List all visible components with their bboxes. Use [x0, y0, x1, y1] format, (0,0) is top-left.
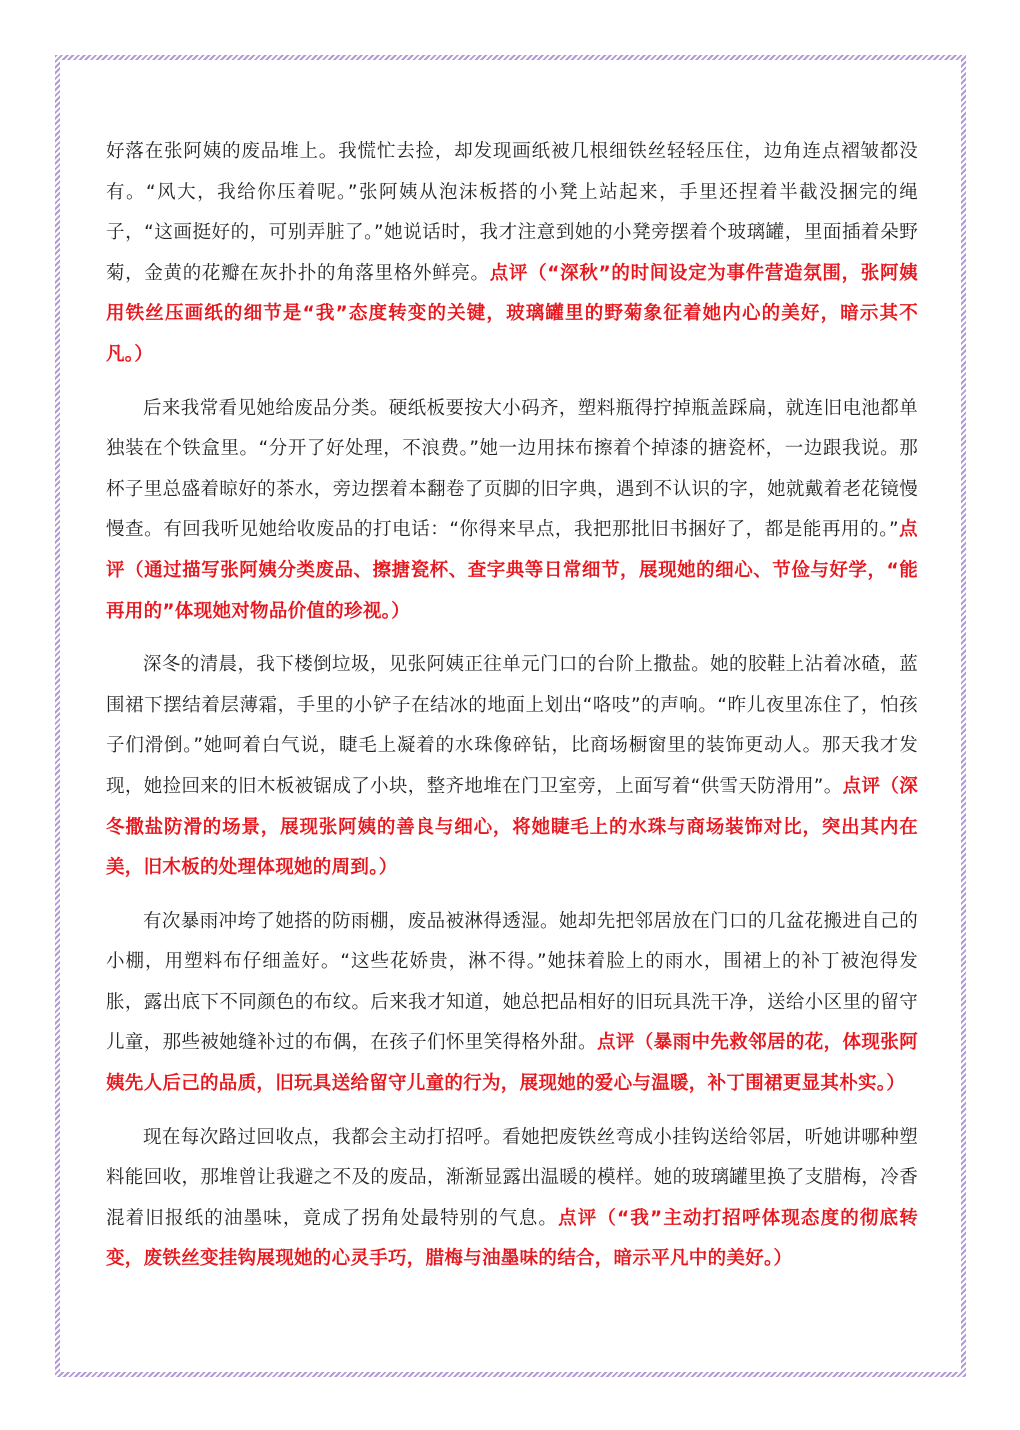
paragraph-text: 有次暴雨冲垮了她搭的防雨棚，废品被淋得透湿。她却先把邻居放在门口的几盆花搬进自己的小棚，用塑料布仔细盖好。“这些花娇贵，淋不得。”她抹着脸上的雨水，围裙上的补丁被泡得发胀，露出底下不同颜色的布纹。后来我才知道，她总把品相好的旧玩具洗干净，送给小区里的留守儿童，那些被她缝补过的布偶，在孩子们怀里笑得格外甜。 — [106, 910, 918, 1054]
paragraph-text: 好落在张阿姨的废品堆上。我慌忙去捡，却发现画纸被几根细铁丝轻轻压住，边角连点褶皱都没有。“风大，我给你压着呢。”张阿姨从泡沫板搭的小凳上站起来，手里还捏着半截没捆完的绳子，“这画挺好的，可别弄脏了。”她说话时，我才注意到她的小凳旁摆着个玻璃罐，里面插着朵野菊，金黄的花瓣在灰扑扑的角落里格外鲜亮。 — [106, 141, 918, 284]
paragraph-1 — [106, 132, 918, 376]
comment-annotation: 点评（深冬撒盐防滑的场景，展现张阿姨的善良与细心，将她睫毛上的水珠与商场装饰对比，突出其内在美，旧木板的处理体现她的周到。） — [106, 775, 919, 879]
paragraph-text: 现在每次路过回收点，我都会主动打招呼。看她把废铁丝弯成小挂钩送给邻居，听她讲哪种塑料能回收，那堆曾让我避之不及的废品，渐渐显露出温暖的模样。她的玻璃罐里换了支腊梅，冷香混着旧报纸的油墨味，竟成了拐角处最特别的气息。 — [106, 1126, 918, 1229]
paragraph-2 — [106, 389, 918, 633]
comment-annotation: 点评（“深秋”的时间设定为事件营造氛围，张阿姨用铁丝压画纸的细节是“我”态度转变的关键，玻璃罐里的野菊象征着她内心的美好，暗示其不凡。） — [106, 262, 918, 365]
paragraph-text: 后来我常看见她给废品分类。硬纸板要按大小码齐，塑料瓶得拧掉瓶盖踩扁，就连旧电池都单独装在个铁盒里。“分开了好处理，不浪费。”她一边用抹布擦着个掉漆的搪瓷杯，一边跟我说。那杯子里总盛着晾好的茶水，旁边摆着本翻卷了页脚的旧字典，遇到不认识的字，她就戴着老花镜慢慢查。有回我听见她给收废品的打电话：“你得来早点，我把那批旧书捆好了，都是能再用的。” — [106, 397, 918, 541]
comment-annotation: 点评（通过描写张阿姨分类废品、擦搪瓷杯、查字典等日常细节，展现她的细心、节俭与好学，“能再用的”体现她对物品价值的珍视。） — [106, 519, 918, 622]
paragraph-text: 深冬的清晨，我下楼倒垃圾，见张阿姨正往单元门口的台阶上撒盐。她的胶鞋上沾着冰碴，蓝围裙下摆结着层薄霜，手里的小铲子在结冰的地面上划出“咯吱”的声响。“昨儿夜里冻住了，怕孩子们滑倒。”她呵着白气说，睫毛上凝着的水珠像碎钻，比商场橱窗里的装饰更动人。那天我才发现，她捡回来的旧木板被锯成了小块，整齐地堆在门卫室旁，上面写着“供雪天防滑用”。 — [106, 654, 918, 797]
paragraph-4 — [106, 902, 918, 1105]
paragraph-3 — [106, 645, 918, 889]
comment-annotation: 点评（暴雨中先救邻居的花，体现张阿姨先人后己的品质，旧玩具送给留守儿童的行为，展现她的爱心与温暖，补丁围裙更显其朴实。） — [106, 1032, 918, 1095]
paragraph-5 — [106, 1118, 918, 1280]
comment-annotation: 点评（“我”主动打招呼体现态度的彻底转变，废铁丝变挂钩展现她的心灵手巧，腊梅与油墨味的结合，暗示平凡中的美好。） — [106, 1207, 918, 1270]
article-body — [106, 132, 918, 1293]
